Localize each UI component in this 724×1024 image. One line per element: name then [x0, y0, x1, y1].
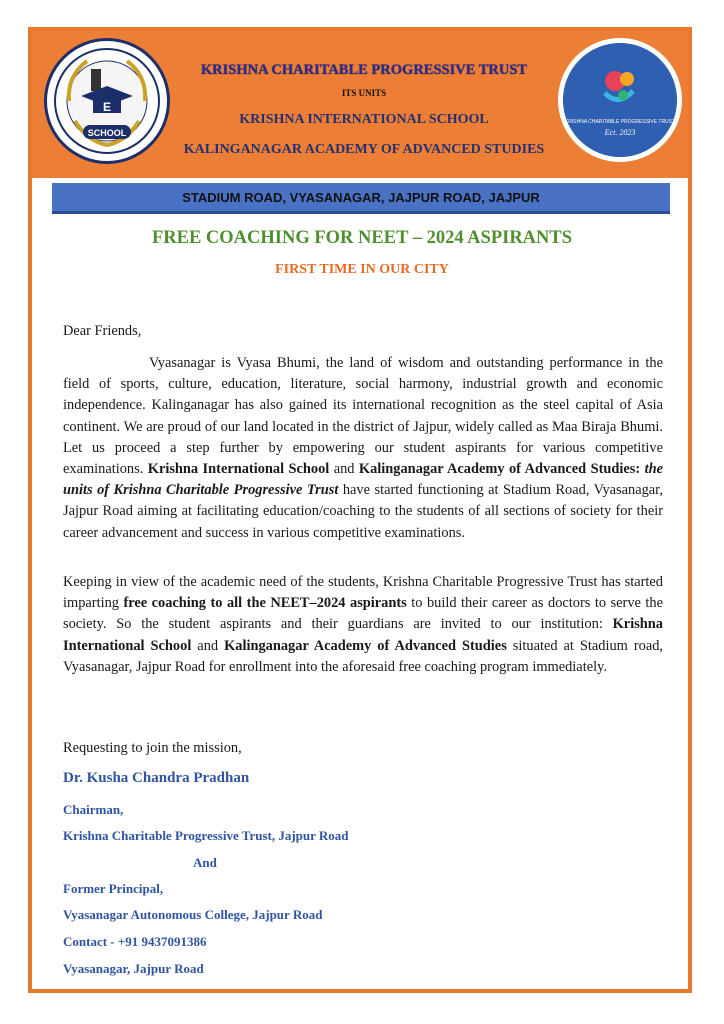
- sub-title: FIRST TIME IN OUR CITY: [275, 262, 449, 277]
- signatory-title: Chairman,: [63, 802, 124, 817]
- school-name: KRISHNA INTERNATIONAL SCHOOL: [239, 112, 489, 127]
- trust-logo-text: KRISHNA CHARITABLE PROGRESSIVE TRUST: [564, 119, 676, 125]
- svg-text:E: E: [102, 100, 112, 114]
- academy-name: KALINGANAGAR ACADEMY OF ADVANCED STUDIES: [183, 142, 545, 157]
- p2-text-a: Keeping in view of the academic need of the students, Krishna Charitable Progressive Trust has started imparting: [63, 574, 663, 612]
- signatory-location: Vyasanagar, Jajpur Road: [63, 961, 204, 976]
- paragraph-1: [63, 353, 663, 544]
- p2-and: and: [191, 637, 225, 654]
- trust-logo: [558, 38, 682, 162]
- signatory-org: Krishna Charitable Progressive Trust, Jajpur Road: [63, 828, 349, 843]
- its-units-label: ITS UNITS: [341, 88, 387, 98]
- main-title: FREE COACHING FOR NEET – 2024 ASPIRANTS: [151, 228, 573, 248]
- trust-logo-est: Ect. 2023: [604, 128, 636, 137]
- signatory-college: Vyasanagar Autonomous College, Jajpur Road: [63, 907, 323, 922]
- address-banner: STADIUM ROAD, VYASANAGAR, JAJPUR ROAD, JAJPUR: [52, 183, 670, 214]
- p2-text-c: to build their career as doctors to serve the society. So the student aspirants and their guardians are invited to our institution:: [63, 595, 663, 633]
- p1-bold-academy: Kalinganagar Academy of Advanced Studies:: [358, 461, 641, 478]
- request-line: Requesting to join the mission,: [63, 740, 242, 756]
- p2-text-d: situated at Stadium road, Vyasanagar, Jajpur Road for enrollment into the aforesaid free coaching program immediately.: [63, 637, 663, 675]
- greeting: Dear Friends,: [63, 323, 142, 339]
- school-logo: [44, 38, 170, 164]
- signatory-contact: Contact - +91 9437091386: [63, 934, 207, 949]
- signatory-name: Dr. Kusha Chandra Pradhan: [63, 770, 250, 786]
- paragraph-2: [63, 572, 663, 678]
- p2-bold-coaching: free coaching to all the NEET–2024 aspirants: [123, 595, 407, 612]
- trust-name: KRISHNA CHARITABLE PROGRESSIVE TRUST: [200, 62, 528, 78]
- school-logo-text: SCHOOL: [87, 128, 127, 138]
- p2-bold-school: Krishna International School: [63, 616, 663, 654]
- p1-text-c: have started functioning at Stadium Road, Vyasanagar, Jajpur Road aiming at facilitating education/coaching to the students of all sections of society for their career advancement and success in various competitive examinations.: [63, 482, 663, 541]
- p1-and: and: [329, 461, 359, 478]
- p2-bold-academy: Kalinganagar Academy of Advanced Studies: [224, 637, 507, 654]
- p1-bold-italic-units: the units of Krishna Charitable Progressive Trust: [63, 461, 663, 499]
- p1-text-a: Vyasanagar is Vyasa Bhumi, the land of wisdom and outstanding performance in the field of sports, culture, education, literature, social harmony, industrial growth and economic independence. Kalinganagar has also gained its international recognition as the steel capital of Asia continent. We are proud of our land located in the district of Jajpur, widely called as Maa Biraja Bhumi. Let us proceed a step further by empowering our student aspirants for various competitive examinations.: [63, 355, 663, 478]
- signatory-former-title: Former Principal,: [63, 881, 164, 896]
- p1-bold-school: Krishna International School: [147, 461, 330, 478]
- signatory-and: And: [193, 855, 217, 870]
